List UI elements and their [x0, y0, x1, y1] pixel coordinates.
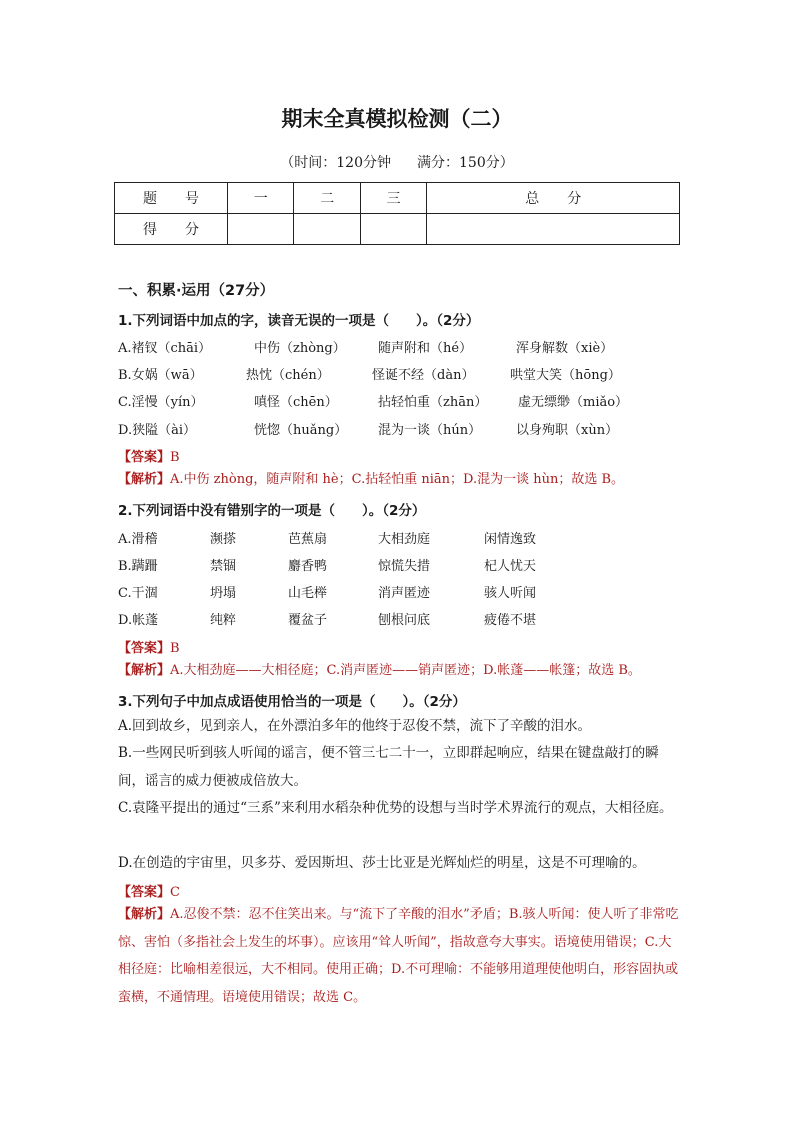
answer-value: B [170, 450, 180, 465]
score-table-score-row [115, 214, 680, 245]
question-3-stem: 3.下列句子中加点成语使用恰当的一项是（ ）。（2分） [118, 694, 466, 710]
score-table-header: 题 号 [115, 183, 228, 214]
q2-option-item: 芭蕉扇 [288, 532, 328, 547]
exam-info [0, 152, 794, 172]
q2-option-item: 纯粹 [210, 613, 237, 628]
q2-answer [118, 637, 180, 656]
score-table [114, 182, 680, 245]
page-title: 期末全真模拟检测（二） [281, 107, 513, 131]
score-row-label: 得 分 [115, 214, 228, 245]
explanation-label: 【解析】 [118, 663, 171, 678]
explanation-text: A.中伤 zhòng，随声附和 hè；C.拈轻怕重 niān；D.混为一谈 hùn；故选 B。 [170, 472, 625, 487]
q2-option-item: 消声匿迹 [378, 586, 431, 601]
q1-option-item: 哄堂大笑（hōng） [510, 368, 621, 383]
q2-option-item: 惊慌失措 [378, 559, 431, 574]
score-cell[interactable] [228, 214, 294, 245]
q2-option-item: B.蹒跚 [118, 559, 158, 574]
q2-option-item: 麝香鸭 [288, 559, 328, 574]
score-table-header: 总 分 [427, 183, 680, 214]
q3-option-c: C.袁隆平提出的通过“三系”来利用水稻杂种优势的设想与当时学术界流行的观点，大相径庭。 [118, 800, 673, 816]
q2-option-item: 坍塌 [210, 586, 237, 601]
q3-explanation [118, 901, 680, 1011]
explanation-label: 【解析】 [118, 472, 171, 487]
q2-option-item: 禁锢 [210, 559, 237, 574]
q2-option-item: D.帐蓬 [118, 613, 159, 628]
q2-option-item: A.滑稽 [118, 532, 158, 547]
answer-value: C [170, 885, 180, 900]
q2-option-item: 覆盆子 [288, 613, 328, 628]
score-cell[interactable] [427, 214, 680, 245]
explanation-text: A.大相劲庭——大相径庭；C.消声匿迹——销声匿迹；D.帐蓬——帐篷；故选 B。 [170, 663, 641, 678]
q1-option-item: 混为一谈（hún） [378, 423, 482, 438]
q2-explanation [118, 657, 680, 685]
score-table-header: 三 [360, 183, 426, 214]
score-cell[interactable] [360, 214, 426, 245]
q1-option-item: 浑身解数（xiè） [516, 341, 614, 356]
q1-option-item: 以身殉职（xùn） [516, 423, 619, 438]
q2-option-item: 大相劲庭 [378, 532, 431, 547]
q1-option-item: 中伤（zhòng） [254, 341, 346, 356]
q3-option-a: A.回到故乡，见到亲人，在外漂泊多年的他终于忍俊不禁，流下了辛酸的泪水。 [118, 718, 592, 734]
explanation-label: 【解析】 [118, 907, 171, 922]
q2-option-item: 刨根问底 [378, 613, 431, 628]
q1-option-item: 怪诞不经（dàn） [372, 368, 475, 383]
score-table-header: 二 [294, 183, 360, 214]
answer-label: 【答案】 [118, 885, 171, 900]
q3-option-b: B.一些网民听到骇人听闻的谣言，便不管三七二十一，立即群起响应，结果在键盘敲打的瞬间，谣言的威力便被成倍放大。 [118, 745, 659, 789]
q1-explanation [118, 466, 680, 494]
q3-option-d: D.在创造的宇宙里，贝多芬、爱因斯坦、莎士比亚是光辉灿烂的明星，这是不可理喻的。 [118, 855, 646, 871]
q1-option-item: B.女娲（wā） [118, 368, 203, 383]
question-1-stem: 1.下列词语中加点的字，读音无误的一项是（ ）。（2分） [118, 313, 480, 329]
exam-total-score: 满分：150分） [417, 155, 514, 171]
q1-option-item: 恍惚（huǎng） [254, 423, 348, 438]
q2-option-item: 山毛榉 [288, 586, 328, 601]
q1-option-item: 嗔怪（chēn） [254, 395, 338, 410]
answer-label: 【答案】 [118, 641, 171, 656]
q1-answer [118, 446, 180, 465]
q1-option-item: C.淫慢（yín） [118, 395, 204, 410]
score-cell[interactable] [294, 214, 360, 245]
q2-option-item: C.干涸 [118, 586, 158, 601]
answer-value: B [170, 641, 180, 656]
section-title: 一、积累·运用（27分） [118, 283, 275, 299]
q1-option-item: D.狭隘（ài） [118, 423, 197, 438]
answer-label: 【答案】 [118, 450, 171, 465]
q1-option-item: A.褚钗（chāi） [118, 341, 212, 356]
q3-answer [118, 881, 180, 900]
q2-option-item: 疲倦不堪 [484, 613, 537, 628]
q2-option-item: 闲情逸致 [484, 532, 537, 547]
q2-option-item: 骇人听闻 [484, 586, 537, 601]
q1-option-item: 随声附和（hé） [378, 341, 473, 356]
q2-option-item: 杞人忧天 [484, 559, 537, 574]
q2-option-item: 濒搽 [210, 532, 237, 547]
q1-option-item: 虚无缥缈（miǎo） [518, 395, 629, 410]
score-table-header: 一 [228, 183, 294, 214]
q1-option-item: 热忱（chén） [246, 368, 330, 383]
question-2-stem: 2.下列词语中没有错别字的一项是（ ）。（2分） [118, 503, 426, 519]
q1-option-item: 拈轻怕重（zhān） [378, 395, 488, 410]
explanation-text: A.忍俊不禁：忍不住笑出来。与“流下了辛酸的泪水”矛盾；B.骇人听闻：使人听了非常吃惊、害怕（多指社会上发生的坏事）。应该用“耸人听闻”，指故意夸大事实。语境使用错误；C.大相径庭：比喻相差很远，大不相同。使用正确；D.不可理喻：不能够用道理使他明白，形容固执或蛮横，不通情理。语境使用错误；故选 C。 [118, 907, 679, 1005]
exam-time: （时间：120分钟 [280, 155, 391, 171]
score-table-header-row [115, 183, 680, 214]
